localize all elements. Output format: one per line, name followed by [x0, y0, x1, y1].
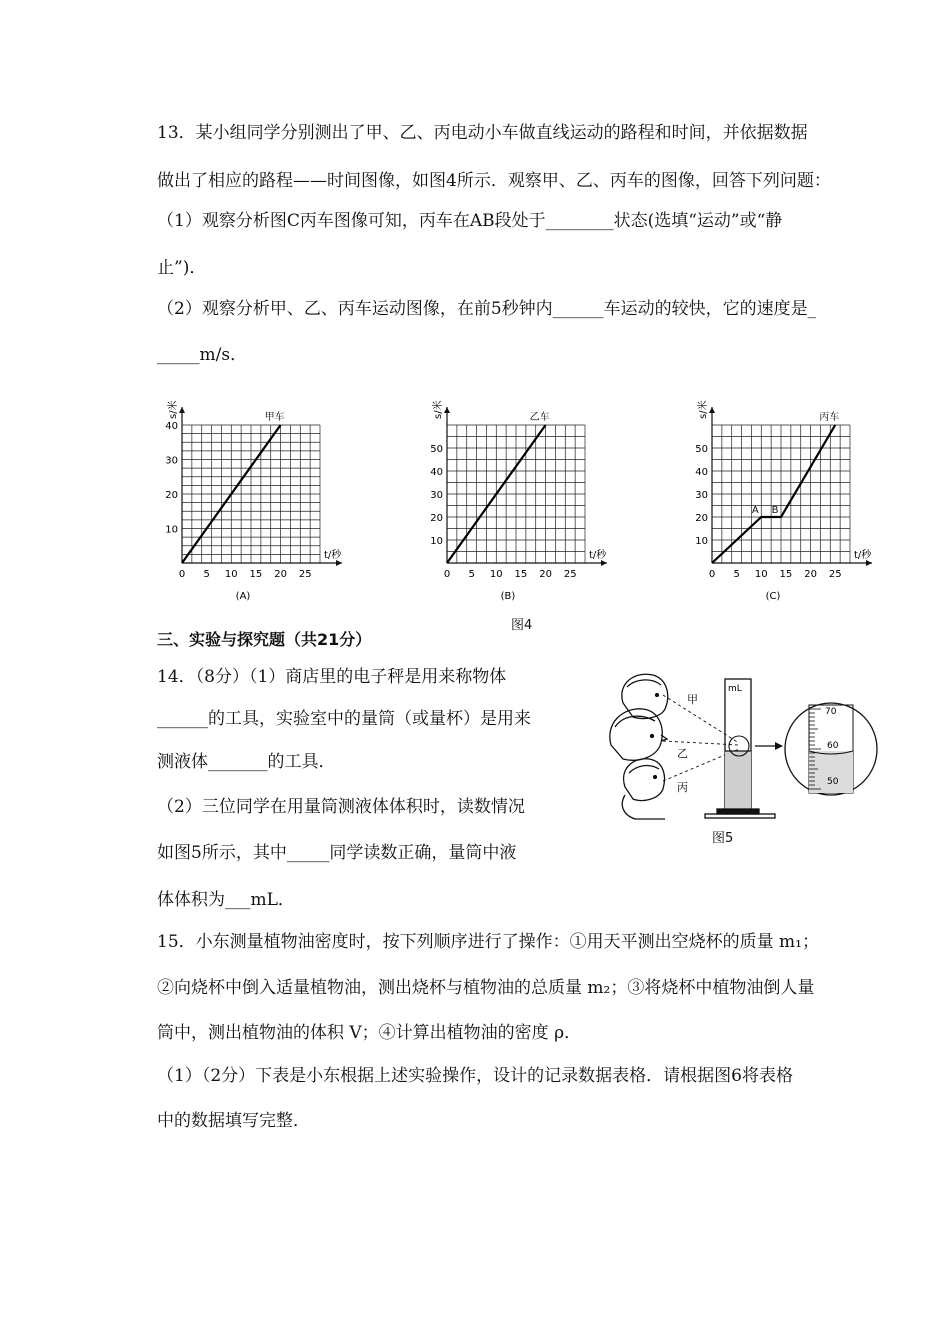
y-tick-label: 10	[695, 536, 708, 547]
y-axis-arrow	[179, 407, 185, 413]
y-tick-label: 40	[430, 467, 443, 478]
section-heading: 三、实验与探究题（共21分）	[157, 630, 372, 649]
q15-line-5: 中的数据填写完整．	[157, 1111, 310, 1131]
y-tick-label: 50	[430, 444, 443, 455]
q13-line-4: 止”)．	[157, 258, 207, 278]
q13-line-5: （2）观察分析甲、乙、丙车运动图像，在前5秒钟内______车运动的较快，它的速度是_	[157, 299, 817, 319]
figure4-caption: 图4	[511, 618, 533, 633]
x-axis-label: t/秒	[854, 550, 872, 561]
q14-line-1: 14．（8分）（1）商店里的电子秤是用来称物体	[157, 667, 507, 687]
point-label: B	[771, 505, 779, 516]
tick-50: 50	[827, 777, 839, 787]
label-jia: 甲	[687, 693, 698, 706]
x-tick-label: 25	[563, 569, 577, 580]
q15-line-1: 15．小东测量植物油密度时，按下列顺序进行了操作：①用天平测出空烧杯的质量 m₁；	[157, 932, 819, 952]
series-name-label: 甲车	[264, 412, 285, 423]
y-tick-label: 10	[165, 524, 178, 536]
x-tick-label: 5	[203, 569, 210, 580]
y-tick-label: 40	[165, 421, 178, 432]
label-bing: 丙	[677, 781, 688, 794]
figure5-illustration	[605, 665, 905, 825]
x-tick-label: 25	[298, 569, 312, 580]
y-axis-arrow	[709, 407, 715, 413]
graduated-cylinder	[705, 679, 775, 818]
y-axis-label: s/米	[698, 400, 709, 419]
series-name-label: 乙车	[529, 412, 550, 423]
q13-line-6: _____m/s．	[157, 345, 248, 365]
point-label: A	[751, 505, 759, 516]
x-tick-label: 25	[828, 569, 842, 580]
x-axis-label: t/秒	[324, 550, 342, 561]
x-tick-label: 10	[489, 569, 503, 580]
chart-b	[425, 390, 625, 605]
y-tick-label: 30	[695, 490, 708, 501]
x-tick-label: 10	[224, 569, 238, 580]
chart-a	[160, 390, 360, 605]
student-bing-head	[622, 759, 665, 819]
y-tick-label: 20	[165, 490, 178, 501]
y-tick-label: 20	[695, 513, 708, 524]
q15-line-3: 筒中，测出植物油的体积 V；④计算出植物油的密度 ρ．	[157, 1023, 582, 1043]
x-tick-label: 20	[804, 569, 817, 580]
x-tick-label: 15	[249, 569, 263, 580]
y-axis-arrow	[444, 407, 450, 413]
q13-line-3: （1）观察分析图C丙车图像可知，丙车在AB段处于________状态(选填“运动”或“静	[157, 211, 783, 231]
q15-line-2: ②向烧杯中倒入适量植物油，测出烧杯与植物油的总质量 m₂；③将烧杯中植物油倒人量	[157, 978, 815, 998]
panel-label: (B)	[500, 591, 516, 602]
q15-line-4: （1）（2分）下表是小东根据上述实验操作，设计的记录数据表格．请根据图6将表格	[157, 1066, 793, 1086]
student-yi-head	[610, 709, 667, 760]
x-tick-label: 0	[178, 569, 186, 580]
y-tick-label: 10	[430, 536, 443, 547]
q13-line-1: 13．某小组同学分别测出了甲、乙、丙电动小车做直线运动的路程和时间，并依据数据	[157, 123, 808, 143]
q14-line-4: （2）三位同学在用量筒测液体体积时，读数情况	[157, 797, 525, 817]
x-tick-label: 20	[539, 569, 552, 580]
q14-line-5: 如图5所示，其中_____同学读数正确，量筒中液	[157, 843, 517, 863]
x-tick-label: 10	[754, 569, 768, 580]
chart-c	[690, 390, 890, 605]
panel-label: (A)	[235, 591, 251, 602]
x-tick-label: 5	[733, 569, 740, 580]
q13-line-2: 做出了相应的路程——时间图像，如图4所示．观察甲、乙、丙车的图像，回答下列问题：	[157, 171, 831, 191]
y-axis-label: s/米	[168, 400, 179, 419]
x-axis-label: t/秒	[589, 550, 607, 561]
x-tick-label: 15	[779, 569, 793, 580]
student-jia-head	[622, 674, 668, 718]
y-tick-label: 40	[695, 467, 708, 478]
y-tick-label: 20	[430, 513, 443, 524]
x-tick-label: 5	[468, 569, 475, 580]
x-tick-label: 15	[514, 569, 528, 580]
figure5-caption: 图5	[712, 831, 734, 846]
q14-line-2: ______的工具，实验室中的量筒（或量杯）是用来	[157, 709, 531, 729]
tick-70: 70	[825, 707, 837, 717]
q14-line-6: 体体积为___mL．	[157, 890, 295, 910]
y-tick-label: 30	[430, 490, 443, 501]
y-axis-label: s/米	[433, 400, 444, 419]
x-tick-label: 20	[274, 569, 287, 580]
label-yi: 乙	[677, 747, 688, 760]
q14-line-3: 测液体_______的工具．	[157, 752, 336, 772]
unit-ml: mL	[728, 684, 742, 694]
panel-label: (C)	[765, 591, 781, 602]
y-tick-label: 50	[695, 444, 708, 455]
tick-60: 60	[827, 741, 839, 751]
x-tick-label: 0	[708, 569, 716, 580]
x-tick-label: 0	[443, 569, 451, 580]
y-tick-label: 30	[165, 455, 178, 467]
series-name-label: 丙车	[819, 412, 840, 423]
